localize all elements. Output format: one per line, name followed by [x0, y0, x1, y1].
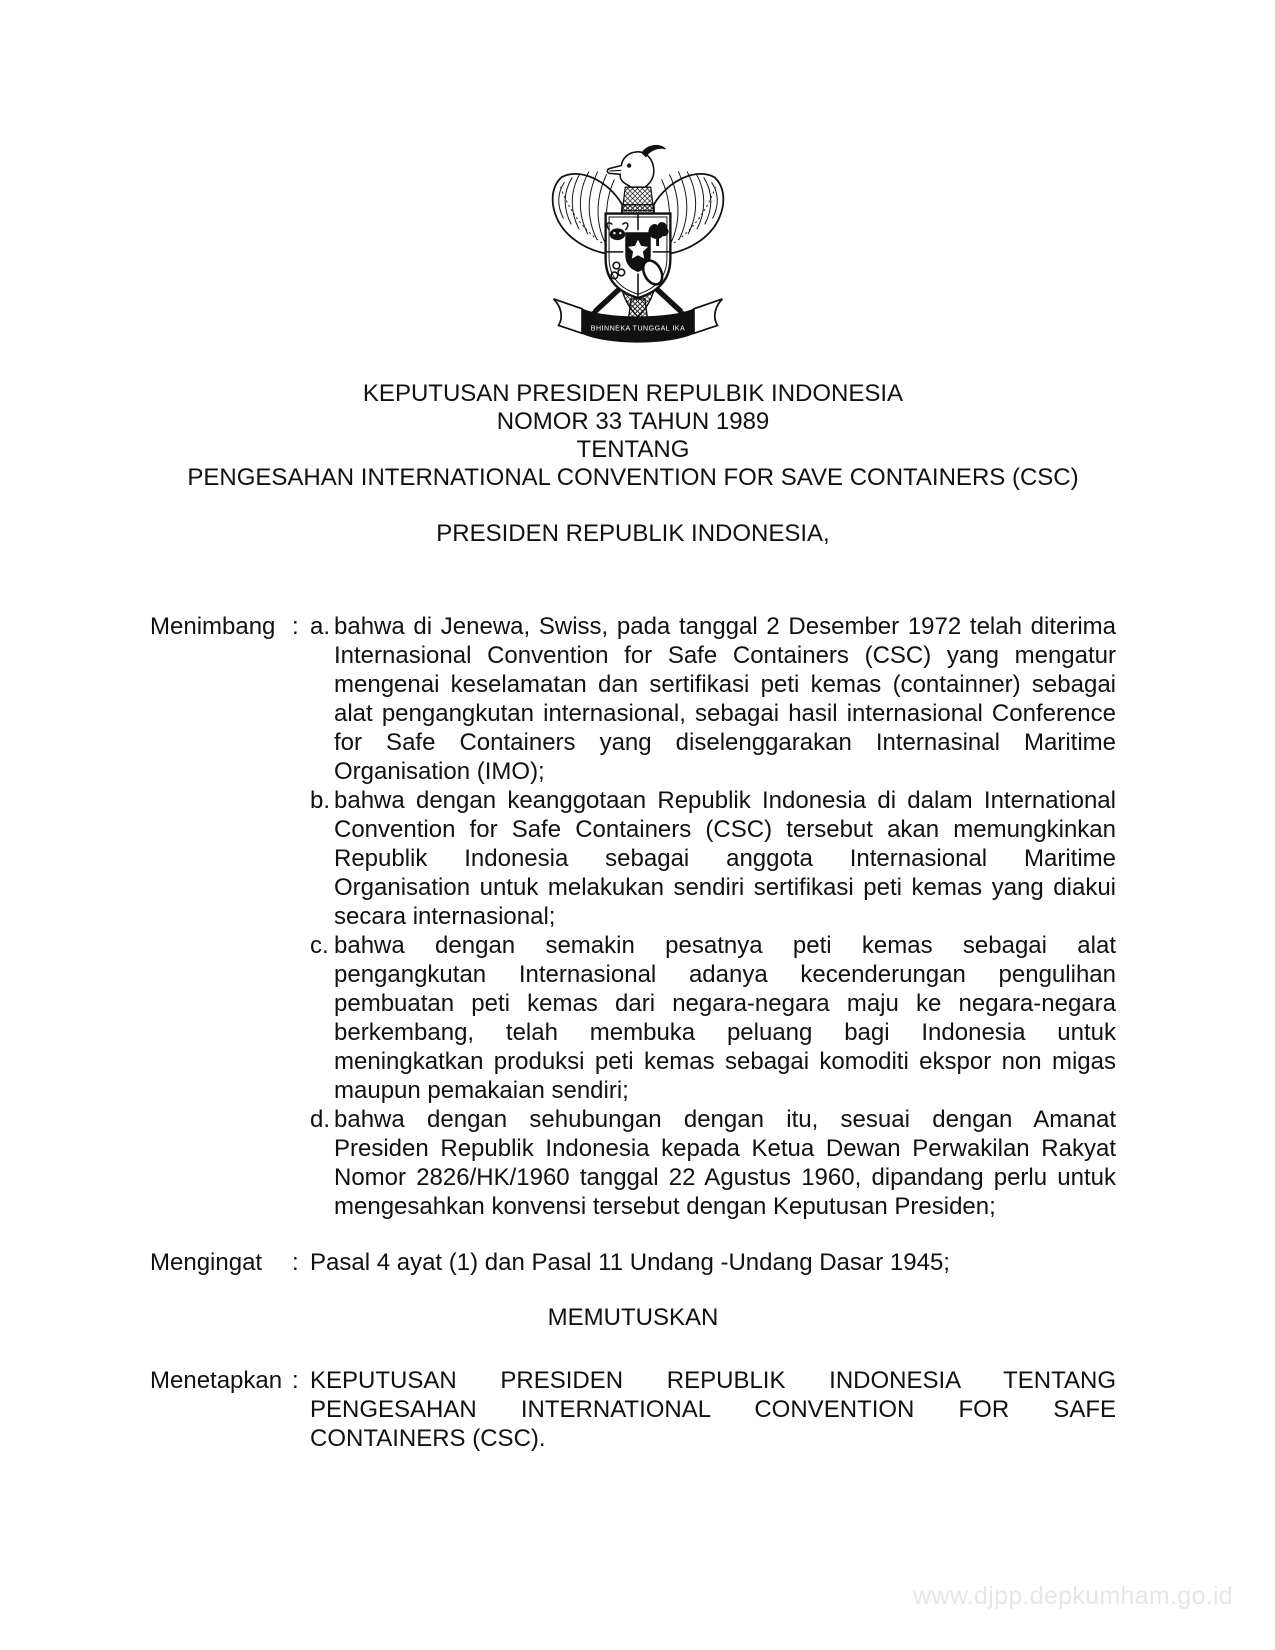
title-line-tentang: TENTANG — [576, 436, 690, 463]
text-line: bahwa dengan sehubungan dengan itu, sesuai dengan Amanat — [334, 1106, 1116, 1133]
section-menimbang — [150, 612, 1116, 1221]
title-line-subject: PENGESAHAN INTERNATIONAL CONVENTION FOR SAVE CONTAINERS (CSC) — [187, 464, 1079, 491]
menimbang-colon: : — [292, 613, 299, 640]
text-line: Internasional Convention for Safe Containers (CSC) yang mengatur — [334, 642, 1116, 669]
menetapkan-label: Menetapkan — [150, 1367, 283, 1394]
text-line: pembuatan peti kemas dari negara-negara maju ke negara-negara — [334, 990, 1116, 1017]
section-menetapkan — [150, 1366, 1116, 1453]
item-text — [334, 931, 1116, 1105]
text-line: for Safe Containers yang diselenggarakan Internasinal Maritime — [334, 729, 1116, 756]
item-text — [334, 786, 1116, 931]
text-line: pengangkutan Internasional adanya kecenderungan pengulihan — [334, 961, 1116, 988]
text-line: berkembang, telah membuka peluang bagi Indonesia untuk — [334, 1019, 1116, 1046]
text-line: mengenai keselamatan dan sertifikasi peti kemas (containner) sebagai — [334, 671, 1116, 698]
menetapkan-text — [310, 1366, 1116, 1453]
text-line: bahwa dengan semakin pesatnya peti kemas sebagai alat — [334, 932, 1116, 959]
text-line: maupun pemakaian sendiri; — [334, 1077, 629, 1104]
consideration-item-d — [310, 1105, 1116, 1221]
text-line: meningkatkan produksi peti kemas sebagai komoditi ekspor non migas — [334, 1048, 1116, 1075]
item-text — [334, 612, 1116, 786]
text-line: KEPUTUSAN PRESIDEN REPUBLIK INDONESIA TENTANG — [310, 1367, 1116, 1394]
text-line: Organisation (IMO); — [334, 758, 545, 785]
site-watermark: www.djpp.depkumham.go.id — [913, 1582, 1233, 1610]
title-line-decree: KEPUTUSAN PRESIDEN REPULBIK INDONESIA — [362, 380, 904, 407]
consideration-item-c — [310, 931, 1116, 1105]
mengingat-label: Mengingat — [150, 1249, 263, 1276]
title-line-number: NOMOR 33 TAHUN 1989 — [496, 408, 770, 435]
mengingat-colon: : — [292, 1249, 299, 1276]
menimbang-label: Menimbang — [150, 613, 276, 640]
section-mengingat — [150, 1248, 1116, 1277]
text-line: Convention for Safe Containers (CSC) tersebut akan memungkinkan — [334, 816, 1116, 843]
item-marker: c. — [310, 932, 329, 959]
text-line: secara internasional; — [334, 903, 556, 930]
salutation: PRESIDEN REPUBLIK INDONESIA, — [436, 520, 830, 547]
document-title — [150, 380, 1116, 492]
mengingat-text: Pasal 4 ayat (1) dan Pasal 11 Undang -Undang Dasar 1945; — [310, 1249, 950, 1276]
text-line: PENGESAHAN INTERNATIONAL CONVENTION FOR SAFE — [310, 1396, 1116, 1423]
text-line: Nomor 2826/HK/1960 tanggal 22 Agustus 1960, dipandang perlu untuk — [334, 1164, 1116, 1191]
text-line: bahwa dengan keanggotaan Republik Indonesia di dalam International — [334, 787, 1116, 814]
garuda-pancasila-emblem — [545, 142, 731, 348]
text-line: Organisation untuk melakukan sendiri sertifikasi peti kemas yang diakui — [334, 874, 1116, 901]
text-line: bahwa di Jenewa, Swiss, pada tanggal 2 Desember 1972 telah diterima — [334, 613, 1116, 640]
consideration-item-b — [310, 786, 1116, 931]
text-line: Republik Indonesia sebagai anggota Internasional Maritime — [334, 845, 1116, 872]
memutuskan-heading: MEMUTUSKAN — [547, 1304, 719, 1331]
item-marker: a. — [310, 613, 331, 640]
text-line: Presiden Republik Indonesia kepada Ketua Dewan Perwakilan Rakyat — [334, 1135, 1116, 1162]
emblem-motto-text: BHINNEKA TUNGGAL IKA — [590, 325, 685, 333]
emblem-artwork — [552, 145, 723, 342]
menetapkan-colon: : — [292, 1367, 299, 1394]
item-marker: d. — [310, 1106, 331, 1133]
consideration-item-a — [310, 612, 1116, 786]
text-line: alat pengangkutan internasional, sebagai hasil internasional Conference — [334, 700, 1116, 727]
item-marker: b. — [310, 787, 331, 814]
text-line: CONTAINERS (CSC). — [310, 1425, 546, 1452]
item-text — [334, 1105, 1116, 1221]
text-line: mengesahkan konvensi tersebut dengan Keputusan Presiden; — [334, 1193, 996, 1220]
